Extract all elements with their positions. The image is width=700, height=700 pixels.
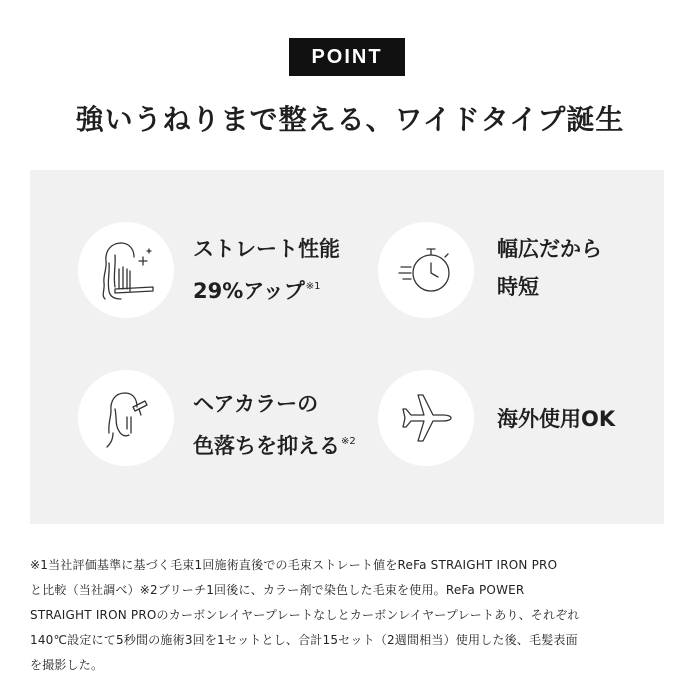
footnote-line: と比較（当社調べ）※2ブリーチ1回後に、カラー剤で染色した毛束を使用。ReFa POWER: [30, 583, 525, 597]
features-panel: [30, 170, 664, 524]
feature-3-line1: ヘアカラーの: [193, 392, 319, 416]
footnote-line: を撮影した。: [30, 658, 104, 672]
feature-4-icon-circle: [378, 370, 474, 466]
point-badge-label: POINT: [311, 45, 383, 68]
headline: 強いうねりまで整える、ワイドタイプ誕生: [75, 103, 625, 136]
feature-3-text: [193, 385, 356, 465]
feature-3-icon-circle: [78, 370, 174, 466]
feature-4-line1: 海外使用OK: [497, 407, 616, 431]
footnote: [30, 553, 666, 678]
footnote-line: 140℃設定にて5秒間の施術3回を1セットとし、合計15セット（2週間相当）使用した後、毛髪表面: [30, 633, 578, 647]
feature-2-line2: 時短: [497, 275, 539, 299]
feature-1-text: [193, 230, 340, 310]
hair-straightener-icon: [91, 235, 161, 305]
airplane-icon: [391, 383, 461, 453]
feature-4-text: [497, 400, 615, 438]
feature-2-text: [497, 230, 602, 306]
feature-3-line2: 色落ちを抑える: [193, 434, 340, 458]
feature-1-line1: ストレート性能: [193, 237, 340, 261]
stopwatch-icon: [391, 235, 461, 305]
footnote-line: ※1当社評価基準に基づく毛束1回施術直後での毛束ストレート値をReFa STRAIGHT IRON PRO: [30, 558, 558, 572]
feature-2-line1: 幅広だから: [497, 237, 602, 261]
feature-3-footnote-mark: ※2: [341, 436, 356, 447]
hair-color-icon: [91, 383, 161, 453]
footnote-line: STRAIGHT IRON PROのカーボンレイヤープレートなしとカーボンレイヤープレートあり、それぞれ: [30, 608, 580, 622]
feature-1-line2: 29%アップ: [193, 279, 305, 303]
point-badge: [289, 38, 405, 76]
feature-1-icon-circle: [78, 222, 174, 318]
feature-1-footnote-mark: ※1: [305, 281, 321, 292]
feature-2-icon-circle: [378, 222, 474, 318]
